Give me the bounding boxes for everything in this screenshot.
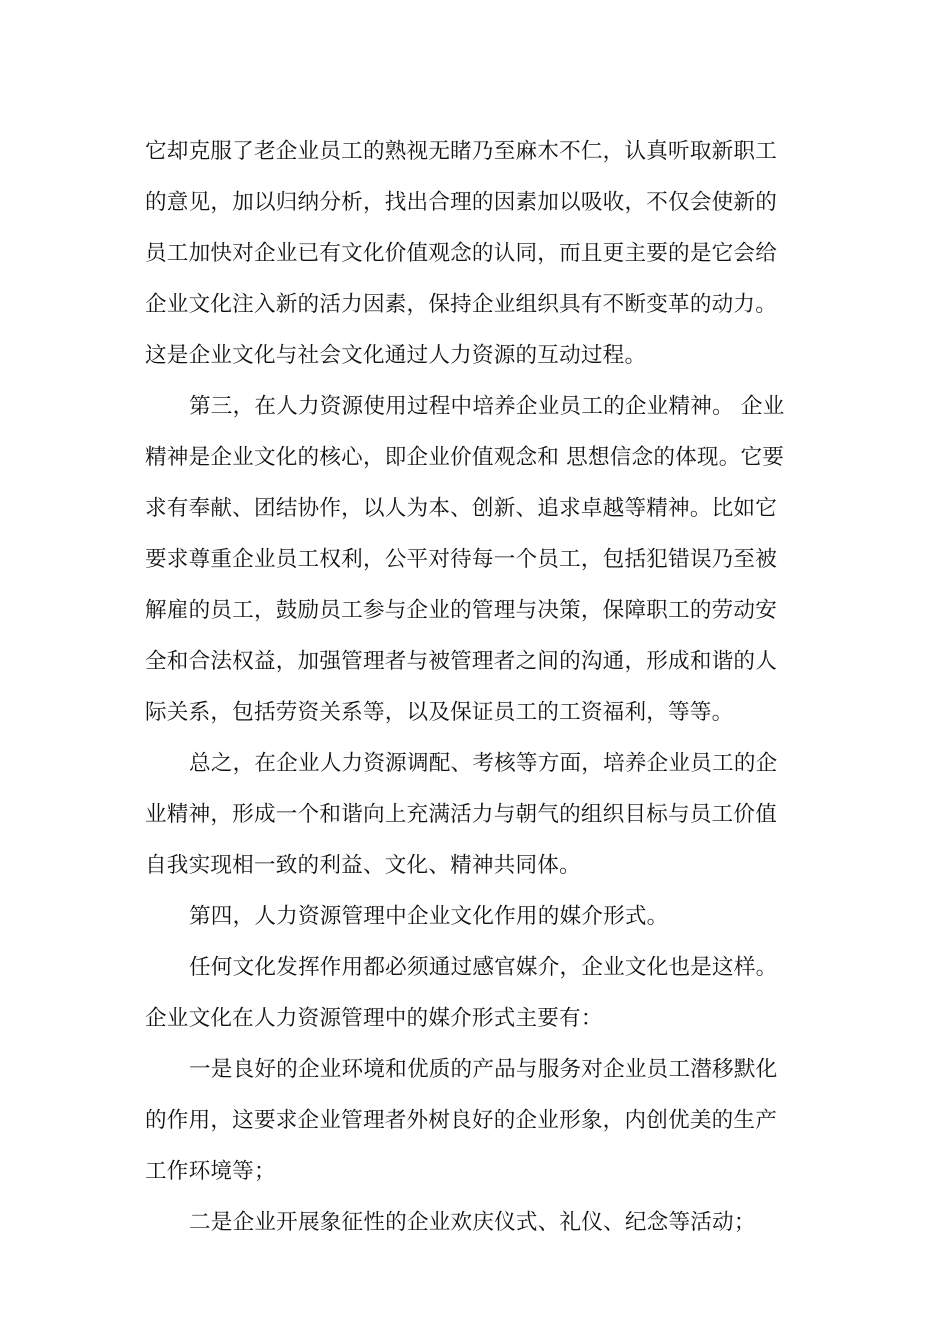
paragraph-start-line: 总之，在企业人力资源调配、考核等方面，培养企业员工的企 (189, 751, 778, 776)
text-line: 精神是企业文化的核心，即企业价值观念和 思想信念的体现。它要 (145, 445, 785, 470)
text-line: 企业文化在人力资源管理中的媒介形式主要有： (145, 1006, 603, 1031)
text-line: 全和合法权益，加强管理者与被管理者之间的沟通，形成和谐的人 (145, 649, 778, 674)
paragraph-start-line: 二是企业开展象征性的企业欢庆仪式、礼仪、纪念等活动； (189, 1210, 756, 1235)
text-line: 解雇的员工，鼓励员工参与企业的管理与决策，保障职工的劳动安 (145, 598, 778, 623)
paragraph-start-line: 第四，人力资源管理中企业文化作用的媒介形式。 (189, 904, 669, 929)
text-line: 际关系，包括劳资关系等，以及保证员工的工资福利，等等。 (145, 700, 734, 725)
paragraph-start-line: 一是良好的企业环境和优质的产品与服务对企业员工潜移默化 (189, 1057, 778, 1082)
text-line: 自我实现相一致的利益、文化、精神共同体。 (145, 853, 581, 878)
text-line: 业精神，形成一个和谐向上充满活力与朝气的组织目标与员工价值 (145, 802, 778, 827)
text-line: 员工加快对企业已有文化价值观念的认同，而且更主要的是它会给 (145, 241, 778, 266)
text-line: 的意见，加以归纳分析，找出合理的因素加以吸收，不仅会使新的 (145, 190, 778, 215)
text-line: 这是企业文化与社会文化通过人力资源的互动过程。 (145, 343, 647, 368)
document-page (145, 126, 809, 1248)
text-line: 求有奉献、团结协作，以人为本、创新、追求卓越等精神。比如它 (145, 496, 778, 521)
text-line: 要求尊重企业员工权利，公平对待每一个员工，包括犯错误乃至被 (145, 547, 778, 572)
paragraph-start-line: 任何文化发挥作用都必须通过感官媒介，企业文化也是这样。 (189, 955, 778, 980)
text-line: 工作环境等； (145, 1159, 276, 1184)
paragraph-start-line: 第三，在人力资源使用过程中培养企业员工的企业精神。 企业 (189, 394, 785, 419)
text-line: 它却克服了老企业员工的熟视无睹乃至麻木不仁，认真听取新职工 (145, 139, 778, 164)
text-line: 的作用，这要求企业管理者外树良好的企业形象，内创优美的生产 (145, 1108, 778, 1133)
text-line: 企业文化注入新的活力因素，保持企业组织具有不断变革的动力。 (145, 292, 778, 317)
